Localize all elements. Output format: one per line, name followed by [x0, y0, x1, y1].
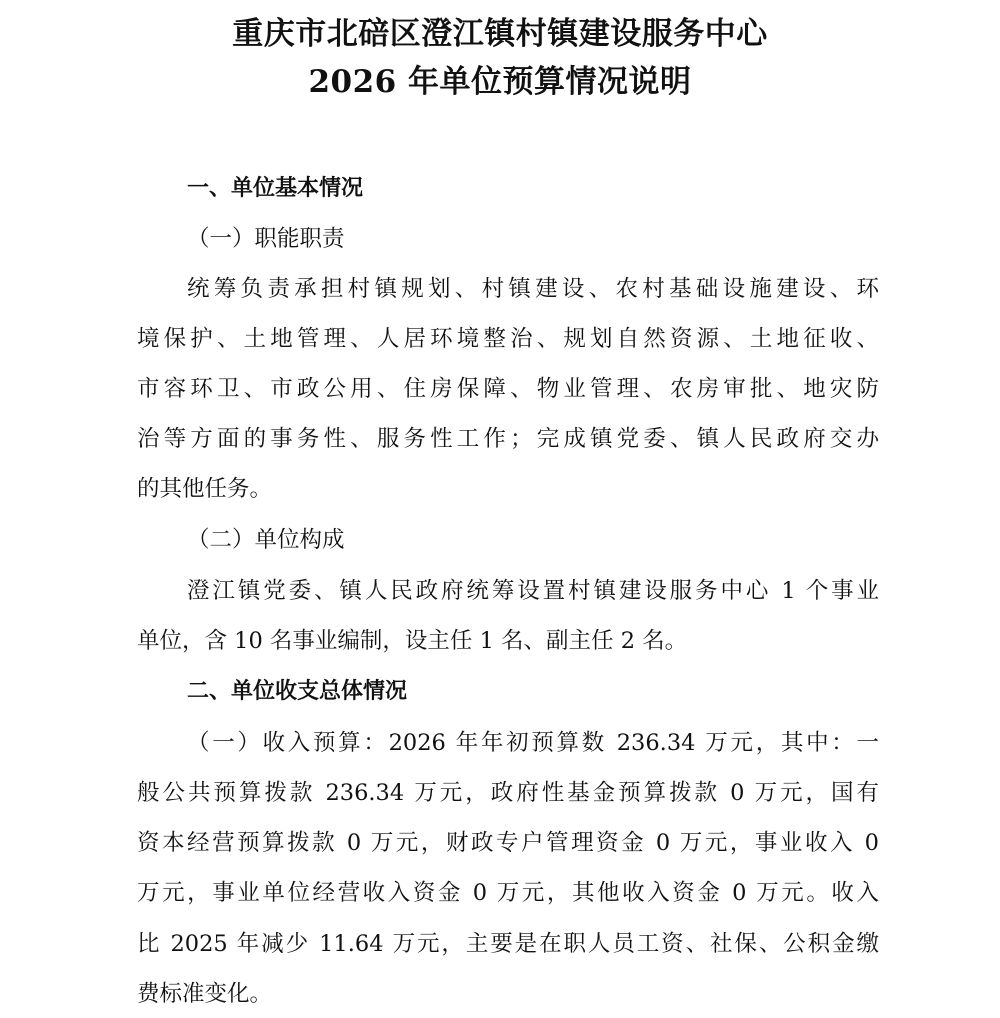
paragraph-line: 统筹负责承担村镇规划、村镇建设、农村基础设施建设、环 [187, 276, 879, 302]
paragraph-line: 单位，含 10 名事业编制，设主任 1 名、副主任 2 名。 [137, 628, 688, 654]
paragraph-line: （一）收入预算：2026 年年初预算数 236.34 万元，其中：一 [187, 730, 879, 756]
paragraph-line: 的其他任务。 [137, 476, 273, 502]
document-title-line1: 重庆市北碚区澄江镇村镇建设服务中心 [232, 16, 768, 52]
paragraph-line: 万元，事业单位经营收入资金 0 万元，其他收入资金 0 万元。收入 [137, 880, 879, 906]
paragraph-line: 境保护、土地管理、人居环境整治、规划自然资源、土地征收、 [137, 326, 879, 352]
paragraph-line: 治等方面的事务性、服务性工作；完成镇党委、镇人民政府交办 [137, 426, 879, 452]
subsection-heading-composition: （二）单位构成 [187, 527, 345, 553]
section-heading-basic-info: 一、单位基本情况 [187, 176, 364, 201]
paragraph-line: 费标准变化。 [137, 981, 273, 1007]
paragraph-line: 澄江镇党委、镇人民政府统筹设置村镇建设服务中心 1 个事业 [187, 578, 879, 604]
paragraph-line: 资本经营预算拨款 0 万元，财政专户管理资金 0 万元，事业收入 0 [137, 830, 879, 856]
document-title-line2: 2026 年单位预算情况说明 [308, 64, 692, 100]
subsection-heading-duties: （一）职能职责 [187, 226, 345, 252]
paragraph-line: 比 2025 年减少 11.64 万元，主要是在职人员工资、社保、公积金缴 [137, 931, 879, 957]
section-heading-budget-overview: 二、单位收支总体情况 [187, 679, 408, 704]
paragraph-line: 般公共预算拨款 236.34 万元，政府性基金预算拨款 0 万元，国有 [137, 780, 879, 806]
paragraph-line: 市容环卫、市政公用、住房保障、物业管理、农房审批、地灾防 [137, 376, 879, 402]
